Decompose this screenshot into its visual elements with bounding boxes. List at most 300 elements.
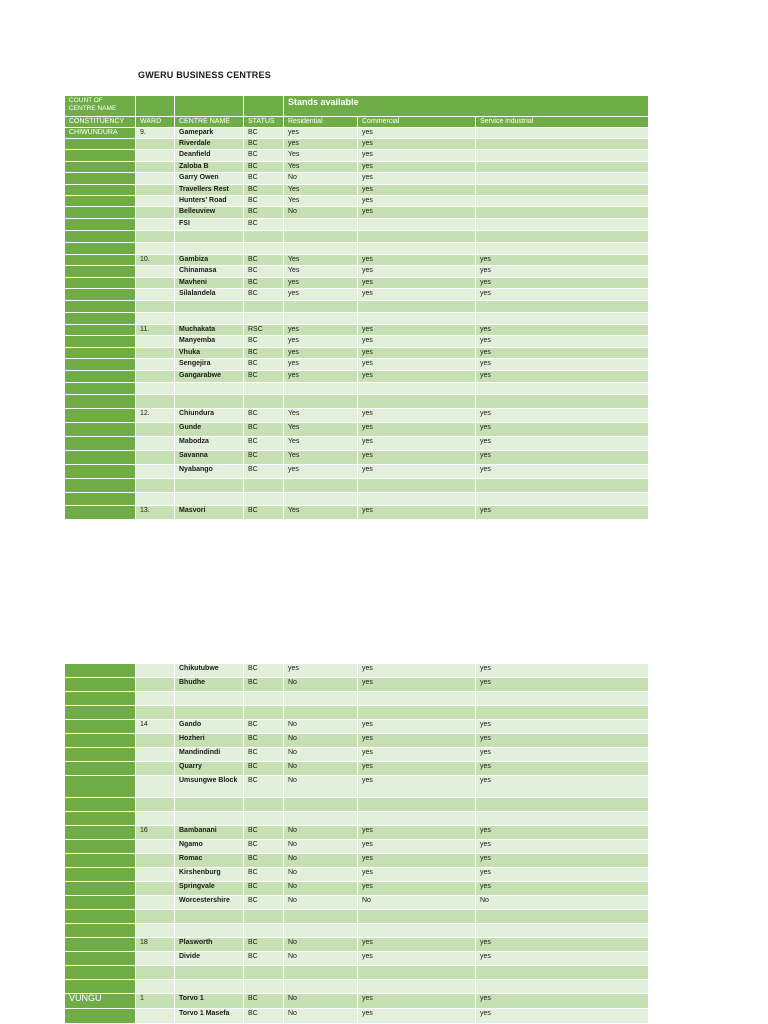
constituency-cell	[65, 854, 136, 868]
commercial-cell: yes	[358, 173, 476, 185]
commercial-cell	[358, 395, 476, 409]
ward-cell	[136, 383, 175, 395]
residential-cell: No	[284, 1009, 358, 1024]
constituency-cell	[65, 776, 136, 798]
ward-cell	[136, 664, 175, 678]
status-cell	[244, 395, 284, 409]
service-industrial-cell: yes	[476, 336, 649, 348]
status-cell	[244, 966, 284, 980]
constituency-cell	[65, 465, 136, 479]
residential-cell	[284, 692, 358, 706]
commercial-cell	[358, 493, 476, 506]
constituency-cell: CHIWUNDURA	[65, 128, 136, 139]
residential-cell: No	[284, 207, 358, 219]
ward-cell	[136, 980, 175, 994]
stands-available-label: Stands available	[284, 96, 649, 117]
ward-cell	[136, 706, 175, 720]
ward-cell	[136, 150, 175, 162]
ward-cell	[136, 952, 175, 966]
residential-cell	[284, 383, 358, 395]
residential-cell: yes	[284, 371, 358, 383]
residential-cell: yes	[284, 348, 358, 359]
service-industrial-cell	[476, 243, 649, 255]
table-row	[65, 301, 649, 313]
status-cell: BC	[244, 748, 284, 762]
commercial-cell: yes	[358, 1009, 476, 1024]
centre-name-cell: Gando	[175, 720, 244, 734]
service-industrial-cell: yes	[476, 840, 649, 854]
constituency-cell	[65, 325, 136, 336]
residential-cell	[284, 243, 358, 255]
business-centres-table-continued	[64, 663, 649, 1024]
centre-name-cell: Chinamasa	[175, 266, 244, 278]
residential-cell: No	[284, 868, 358, 882]
centre-name-cell: Worcestershire	[175, 896, 244, 910]
ward-cell	[136, 289, 175, 301]
status-cell	[244, 243, 284, 255]
constituency-cell	[65, 162, 136, 173]
commercial-cell	[358, 812, 476, 826]
status-cell	[244, 910, 284, 924]
centre-name-cell	[175, 301, 244, 313]
residential-cell: yes	[284, 325, 358, 336]
constituency-cell	[65, 409, 136, 423]
constituency-cell	[65, 882, 136, 896]
residential-cell: Yes	[284, 506, 358, 520]
centre-name-cell	[175, 812, 244, 826]
service-industrial-cell: yes	[476, 255, 649, 266]
centre-name-cell: Nyabango	[175, 465, 244, 479]
service-industrial-cell: yes	[476, 664, 649, 678]
residential-cell	[284, 493, 358, 506]
ward-cell: 14	[136, 720, 175, 734]
service-industrial-cell: yes	[476, 762, 649, 776]
ward-cell: 10.	[136, 255, 175, 266]
ward-cell	[136, 219, 175, 231]
commercial-cell: yes	[358, 255, 476, 266]
status-cell	[244, 692, 284, 706]
ward-cell	[136, 196, 175, 207]
service-industrial-cell	[476, 301, 649, 313]
residential-cell: Yes	[284, 185, 358, 196]
header-blank-cell	[136, 96, 175, 117]
service-industrial-cell	[476, 219, 649, 231]
service-industrial-cell: yes	[476, 1009, 649, 1024]
service-industrial-cell: yes	[476, 451, 649, 465]
table-row	[65, 952, 649, 966]
centre-name-cell: Chiundura	[175, 409, 244, 423]
header-blank-cell	[244, 96, 284, 117]
residential-cell: No	[284, 896, 358, 910]
constituency-cell	[65, 289, 136, 301]
commercial-cell	[358, 243, 476, 255]
commercial-cell: yes	[358, 423, 476, 437]
status-cell: BC	[244, 348, 284, 359]
document-title: GWERU BUSINESS CENTRES	[138, 70, 271, 80]
centre-name-cell: Hozheri	[175, 734, 244, 748]
centre-name-cell: Deanfield	[175, 150, 244, 162]
residential-cell	[284, 313, 358, 325]
residential-cell: Yes	[284, 451, 358, 465]
commercial-cell: yes	[358, 451, 476, 465]
constituency-cell	[65, 255, 136, 266]
service-industrial-cell: yes	[476, 289, 649, 301]
constituency-cell	[65, 173, 136, 185]
status-cell: BC	[244, 1009, 284, 1024]
centre-name-cell: Muchakata	[175, 325, 244, 336]
ward-cell	[136, 359, 175, 371]
status-cell: BC	[244, 840, 284, 854]
status-cell: BC	[244, 762, 284, 776]
constituency-cell	[65, 952, 136, 966]
ward-cell	[136, 451, 175, 465]
commercial-cell: yes	[358, 840, 476, 854]
constituency-cell	[65, 812, 136, 826]
centre-name-cell: Plasworth	[175, 938, 244, 952]
service-industrial-cell: yes	[476, 465, 649, 479]
service-industrial-cell: yes	[476, 278, 649, 289]
commercial-cell: yes	[358, 465, 476, 479]
table-row	[65, 243, 649, 255]
constituency-cell	[65, 231, 136, 243]
status-cell: BC	[244, 196, 284, 207]
centre-name-cell: Garry Owen	[175, 173, 244, 185]
table-row	[65, 150, 649, 162]
table-row	[65, 266, 649, 278]
col-header-commercial: Commercial	[358, 117, 476, 128]
table-row	[65, 139, 649, 150]
constituency-cell	[65, 924, 136, 938]
status-cell: BC	[244, 359, 284, 371]
table-row	[65, 325, 649, 336]
constituency-cell	[65, 196, 136, 207]
centre-name-cell: Bhudhe	[175, 678, 244, 692]
service-industrial-cell: yes	[476, 348, 649, 359]
service-industrial-cell: yes	[476, 854, 649, 868]
table-row	[65, 854, 649, 868]
status-cell: BC	[244, 437, 284, 451]
commercial-cell: yes	[358, 266, 476, 278]
commercial-cell: yes	[358, 359, 476, 371]
bottom-table-body	[65, 664, 649, 1024]
service-industrial-cell	[476, 966, 649, 980]
service-industrial-cell: yes	[476, 938, 649, 952]
table-row	[65, 812, 649, 826]
column-header-row	[65, 117, 649, 128]
service-industrial-cell: yes	[476, 409, 649, 423]
commercial-cell: yes	[358, 952, 476, 966]
table-row	[65, 748, 649, 762]
table-row	[65, 868, 649, 882]
status-cell: BC	[244, 371, 284, 383]
residential-cell	[284, 301, 358, 313]
status-cell: BC	[244, 678, 284, 692]
residential-cell: No	[284, 854, 358, 868]
col-header-constituency: CONSTITUENCY	[65, 117, 136, 128]
commercial-cell: yes	[358, 664, 476, 678]
count-of-centre-name-label: COUNT OF CENTRE NAME	[65, 96, 136, 117]
status-cell: BC	[244, 451, 284, 465]
commercial-cell: yes	[358, 720, 476, 734]
table-row	[65, 196, 649, 207]
status-cell: BC	[244, 255, 284, 266]
ward-cell	[136, 348, 175, 359]
constituency-cell	[65, 313, 136, 325]
table-row	[65, 162, 649, 173]
status-cell	[244, 479, 284, 493]
ward-cell	[136, 423, 175, 437]
ward-cell	[136, 762, 175, 776]
status-cell: BC	[244, 882, 284, 896]
service-industrial-cell	[476, 313, 649, 325]
table-row	[65, 734, 649, 748]
service-industrial-cell	[476, 162, 649, 173]
table-row	[65, 336, 649, 348]
ward-cell	[136, 734, 175, 748]
status-cell: BC	[244, 207, 284, 219]
constituency-cell	[65, 139, 136, 150]
residential-cell: Yes	[284, 150, 358, 162]
centre-name-cell: Mandindindi	[175, 748, 244, 762]
service-industrial-cell	[476, 493, 649, 506]
status-cell: BC	[244, 266, 284, 278]
ward-cell	[136, 966, 175, 980]
status-cell: BC	[244, 409, 284, 423]
centre-name-cell	[175, 924, 244, 938]
centre-name-cell: FSI	[175, 219, 244, 231]
table-row	[65, 465, 649, 479]
table-row	[65, 678, 649, 692]
constituency-cell	[65, 980, 136, 994]
ward-cell	[136, 840, 175, 854]
commercial-cell	[358, 798, 476, 812]
status-cell	[244, 383, 284, 395]
constituency-cell	[65, 348, 136, 359]
centre-name-cell	[175, 910, 244, 924]
status-cell	[244, 924, 284, 938]
residential-cell: No	[284, 938, 358, 952]
commercial-cell: yes	[358, 348, 476, 359]
centre-name-cell: Kirshenburg	[175, 868, 244, 882]
table-row	[65, 207, 649, 219]
ward-cell	[136, 313, 175, 325]
centre-name-cell: Manyemba	[175, 336, 244, 348]
status-cell: RSC	[244, 325, 284, 336]
constituency-cell	[65, 359, 136, 371]
table-row	[65, 798, 649, 812]
service-industrial-cell: yes	[476, 776, 649, 798]
ward-cell	[136, 207, 175, 219]
commercial-cell: yes	[358, 678, 476, 692]
commercial-cell: yes	[358, 325, 476, 336]
table-row	[65, 409, 649, 423]
table-row	[65, 720, 649, 734]
ward-cell	[136, 395, 175, 409]
table-row	[65, 692, 649, 706]
residential-cell: yes	[284, 278, 358, 289]
ward-cell	[136, 882, 175, 896]
table-row	[65, 219, 649, 231]
ward-cell: 11.	[136, 325, 175, 336]
ward-cell	[136, 139, 175, 150]
commercial-cell: yes	[358, 506, 476, 520]
residential-cell: yes	[284, 289, 358, 301]
service-industrial-cell: yes	[476, 678, 649, 692]
residential-cell: Yes	[284, 196, 358, 207]
service-industrial-cell	[476, 924, 649, 938]
service-industrial-cell	[476, 798, 649, 812]
table-row	[65, 910, 649, 924]
residential-cell	[284, 924, 358, 938]
commercial-cell: yes	[358, 128, 476, 139]
residential-cell: No	[284, 678, 358, 692]
residential-cell: No	[284, 762, 358, 776]
constituency-cell	[65, 910, 136, 924]
commercial-cell: yes	[358, 162, 476, 173]
ward-cell: 12.	[136, 409, 175, 423]
residential-cell: Yes	[284, 162, 358, 173]
centre-name-cell: Divide	[175, 952, 244, 966]
commercial-cell	[358, 910, 476, 924]
commercial-cell	[358, 924, 476, 938]
centre-name-cell: Sengejira	[175, 359, 244, 371]
residential-cell: Yes	[284, 423, 358, 437]
residential-cell: yes	[284, 664, 358, 678]
service-industrial-cell: yes	[476, 882, 649, 896]
residential-cell: No	[284, 776, 358, 798]
constituency-cell	[65, 938, 136, 952]
ward-cell: 18	[136, 938, 175, 952]
ward-cell	[136, 301, 175, 313]
status-cell: BC	[244, 952, 284, 966]
status-cell: BC	[244, 664, 284, 678]
ward-cell	[136, 692, 175, 706]
centre-name-cell: Mabodza	[175, 437, 244, 451]
commercial-cell: yes	[358, 826, 476, 840]
centre-name-cell: Ngamo	[175, 840, 244, 854]
centre-name-cell: Bambanani	[175, 826, 244, 840]
service-industrial-cell	[476, 139, 649, 150]
residential-cell: yes	[284, 128, 358, 139]
residential-cell	[284, 231, 358, 243]
centre-name-cell	[175, 231, 244, 243]
col-header-centre-name: CENTRE NAME	[175, 117, 244, 128]
centre-name-cell	[175, 493, 244, 506]
residential-cell: Yes	[284, 409, 358, 423]
table-row	[65, 255, 649, 266]
status-cell: BC	[244, 173, 284, 185]
service-industrial-cell: yes	[476, 437, 649, 451]
commercial-cell: yes	[358, 776, 476, 798]
centre-name-cell	[175, 243, 244, 255]
residential-cell	[284, 706, 358, 720]
ward-cell	[136, 493, 175, 506]
status-cell	[244, 812, 284, 826]
service-industrial-cell	[476, 812, 649, 826]
centre-name-cell: Gunde	[175, 423, 244, 437]
ward-cell	[136, 924, 175, 938]
table-row	[65, 479, 649, 493]
status-cell: BC	[244, 128, 284, 139]
constituency-cell	[65, 207, 136, 219]
constituency-cell	[65, 219, 136, 231]
status-cell: BC	[244, 896, 284, 910]
centre-name-cell	[175, 706, 244, 720]
centre-name-cell	[175, 798, 244, 812]
constituency-cell	[65, 243, 136, 255]
commercial-cell: yes	[358, 748, 476, 762]
commercial-cell: yes	[358, 734, 476, 748]
service-industrial-cell	[476, 910, 649, 924]
residential-cell	[284, 812, 358, 826]
col-header-residential: Residential	[284, 117, 358, 128]
constituency-cell	[65, 720, 136, 734]
constituency-cell: VUNGU	[65, 994, 136, 1009]
residential-cell	[284, 966, 358, 980]
centre-name-cell: Silalandela	[175, 289, 244, 301]
ward-cell	[136, 243, 175, 255]
ward-cell	[136, 812, 175, 826]
residential-cell	[284, 395, 358, 409]
service-industrial-cell: yes	[476, 506, 649, 520]
service-industrial-cell	[476, 231, 649, 243]
commercial-cell	[358, 706, 476, 720]
col-header-ward: WARD	[136, 117, 175, 128]
residential-cell: No	[284, 720, 358, 734]
residential-cell: Yes	[284, 437, 358, 451]
table-row	[65, 359, 649, 371]
ward-cell	[136, 854, 175, 868]
commercial-cell: No	[358, 896, 476, 910]
ward-cell: 9.	[136, 128, 175, 139]
ward-cell	[136, 798, 175, 812]
table-row	[65, 896, 649, 910]
constituency-cell	[65, 451, 136, 465]
ward-cell	[136, 231, 175, 243]
constituency-cell	[65, 336, 136, 348]
constituency-cell	[65, 437, 136, 451]
residential-cell: No	[284, 734, 358, 748]
status-cell: BC	[244, 826, 284, 840]
status-cell: BC	[244, 854, 284, 868]
ward-cell	[136, 173, 175, 185]
table-row	[65, 348, 649, 359]
constituency-cell	[65, 840, 136, 854]
table-row	[65, 664, 649, 678]
table-row	[65, 980, 649, 994]
centre-name-cell: Masvori	[175, 506, 244, 520]
status-cell	[244, 798, 284, 812]
table-row	[65, 437, 649, 451]
table-row	[65, 493, 649, 506]
centre-name-cell	[175, 692, 244, 706]
residential-cell: yes	[284, 465, 358, 479]
centre-name-cell: Belleuview	[175, 207, 244, 219]
constituency-cell	[65, 185, 136, 196]
residential-cell	[284, 798, 358, 812]
service-industrial-cell: yes	[476, 748, 649, 762]
centre-name-cell: Vhuka	[175, 348, 244, 359]
table-row	[65, 706, 649, 720]
constituency-cell	[65, 423, 136, 437]
ward-cell	[136, 185, 175, 196]
ward-cell	[136, 437, 175, 451]
residential-cell: yes	[284, 359, 358, 371]
ward-cell	[136, 371, 175, 383]
constituency-cell	[65, 266, 136, 278]
header-blank-cell	[175, 96, 244, 117]
table-row	[65, 882, 649, 896]
